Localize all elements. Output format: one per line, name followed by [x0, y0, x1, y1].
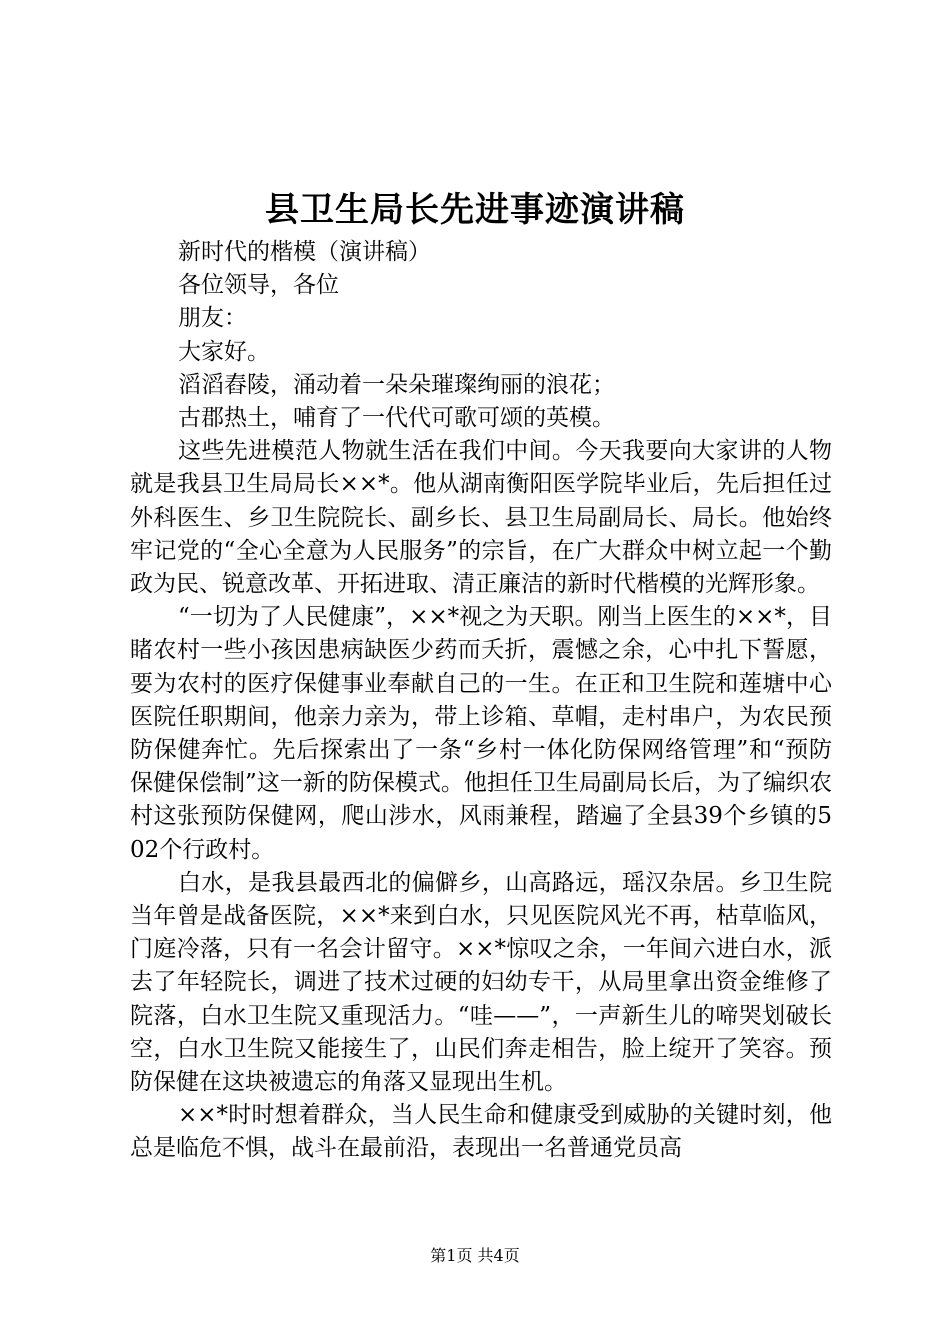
intro-line: 滔滔舂陵，涌动着一朵朵璀璨绚丽的浪花；: [178, 371, 615, 398]
document-title: 县卫生局长先进事迹演讲稿: [265, 190, 685, 230]
greeting-line: 大家好。: [178, 338, 270, 365]
document-body: [130, 236, 832, 1166]
body-paragraph: 这些先进模范人物就生活在我们中间。今天我要向大家讲的人物就是我县卫生局局长××*。他从湖南衡阳医学院毕业后，先后担任过外科医生、乡卫生院院长、副乡长、县卫生局副局长、局长。他始终牢记党的“全心全意为人民服务”的宗旨，在广大群众中树立起一个勤政为民、锐意改革、开拓进取、清正廉洁的新时代楷模的光辉形象。: [130, 438, 832, 597]
salutation-line: 各位领导，各位: [178, 272, 339, 299]
body-paragraph: 白水，是我县最西北的偏僻乡，山高路远，瑶汉杂居。乡卫生院当年曾是战备医院，××*来到白水，只见医院风光不再，枯草临风，门庭冷落，只有一名会计留守。××*惊叹之余，一年间六进白水，派去了年轻院长，调进了技术过硬的妇幼专干，从局里拿出资金维修了院落，白水卫生院又重现活力。“哇——”，一声新生儿的啼哭划破长空，白水卫生院又能接生了，山民们奔走相告，脸上绽开了笑容。预防保健在这块被遗忘的角落又显现出生机。: [130, 869, 832, 1095]
salutation-line: 朋友：: [178, 305, 247, 332]
body-paragraph: ××*时时想着群众，当人民生命和健康受到威胁的关键时刻，他总是临危不惧，战斗在最前沿，表现出一名普通党员高: [130, 1102, 832, 1162]
page-number-footer: 第1页 共4页: [430, 1246, 520, 1265]
body-paragraph: “一切为了人民健康”，××*视之为天职。刚当上医生的××*，目睹农村一些小孩因患病缺医少药而夭折，震憾之余，心中扎下誓愿，要为农村的医疗保健事业奉献自己的一生。在正和卫生院和莲塘中心医院任职期间，他亲力亲为，带上诊箱、草帽，走村串户，为农民预防保健奔忙。先后探索出了一条“乡村一体化防保网络管理”和“预防保健保偿制”这一新的防保模式。他担任卫生局副局长后，为了编织农村这张预防保健网，爬山涉水，风雨兼程，踏遍了全县39个乡镇的502个行政村。: [130, 604, 832, 863]
intro-line: 古郡热土，哺育了一代代可歌可颂的英模。: [178, 404, 615, 431]
speech-subtitle: 新时代的楷模（演讲稿）: [178, 239, 431, 265]
